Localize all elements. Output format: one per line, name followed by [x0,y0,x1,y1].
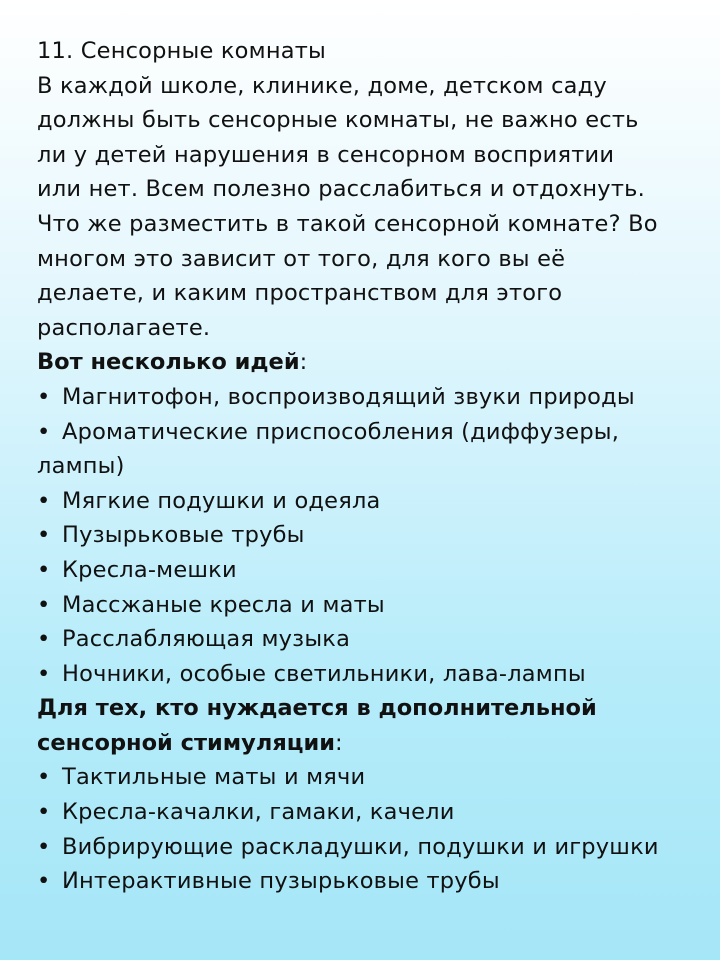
intro-line: или нет. Всем полезно расслабиться и отдохнуть. [37,176,645,203]
list-item: • Мягкие подушки и одеяла [37,484,697,519]
intro-line: располагаете. [37,314,211,341]
bullet-icon: • [37,556,51,583]
bullet-icon: • [37,591,51,618]
bullet-icon: • [37,383,51,410]
section2-heading-colon: : [334,729,343,756]
bullet-icon: • [37,799,51,826]
bullet-icon: • [37,522,51,549]
intro-line: должны быть сенсорные комнаты, не важно есть [37,107,639,134]
intro-line: Что же разместить в такой сенсорной комнате? Во [37,210,658,237]
section1-list [37,380,697,691]
bullet-icon: • [37,487,51,514]
intro-line: делаете, и каким пространством для этого [37,280,563,307]
section1-heading [37,345,697,380]
list-item: • Ночники, особые светильники, лава-лампы [37,657,697,692]
intro-paragraph [37,69,697,346]
bullet-icon: • [37,626,51,653]
intro-line: многом это зависит от того, для кого вы её [37,245,566,272]
list-item-continuation: лампы) [37,453,125,480]
list-item: • Кресла-мешки [37,553,697,588]
slide-title: 11. Сенсорные комнаты [37,38,326,64]
list-item: • Интерактивные пузырьковые трубы [37,864,697,899]
bullet-icon: • [37,868,51,895]
list-item: • Кресла-качалки, гамаки, качели [37,795,697,830]
list-item: • Ароматические приспособления (диффузеры, [37,415,697,450]
bullet-icon: • [37,833,51,860]
section2-heading-text: сенсорной стимуляции [37,729,335,756]
bullet-icon: • [37,418,51,445]
list-item: • Магнитофон, воспроизводящий звуки природы [37,380,697,415]
list-item: • Тактильные маты и мячи [37,760,697,795]
intro-line: ли у детей нарушения в сенсорном восприятии [37,141,615,168]
list-item: • Массжаные кресла и маты [37,588,697,623]
section1-heading-colon: : [299,349,308,376]
list-item: • Пузырьковые трубы [37,518,697,553]
intro-line: В каждой школе, клинике, доме, детском саду [37,72,607,99]
section2-heading-line2 [37,726,697,761]
bullet-icon: • [37,764,51,791]
section2-heading-line1: Для тех, кто нуждается в дополнительной [37,695,597,722]
list-item: • Вибрирующие раскладушки, подушки и игрушки [37,830,697,865]
list-item: • Расслабляющая музыка [37,622,697,657]
slide-content [37,34,697,899]
bullet-icon: • [37,660,51,687]
section2-list [37,760,697,898]
section1-heading-text: Вот несколько идей [37,349,300,376]
